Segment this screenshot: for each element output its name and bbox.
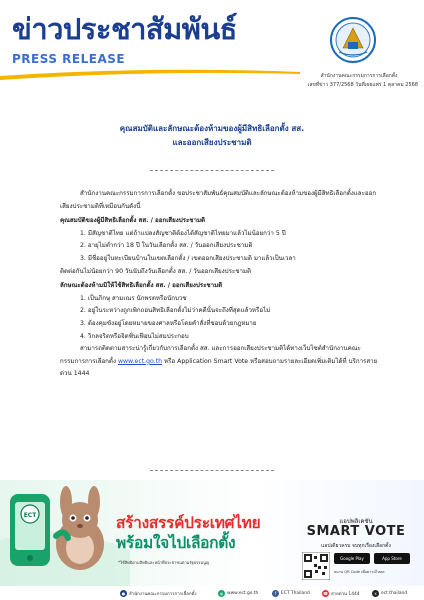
smart-vote-label: แอปพลิเคชัน: [339, 518, 373, 525]
emblem-icon: ●: [121, 590, 126, 596]
qualification-item: 2. อายุไม่ต่ำกว่า 18 ปี ในวันเลือกตั้ง สส. / วันออกเสียงประชามติ: [80, 242, 253, 250]
website-link[interactable]: www.ect.go.th: [117, 357, 163, 365]
qualification-item-continued: ติดต่อกันไม่น้อยกว่า 90 วันนับถึงวันเลือกตั้ง สส. / วันออกเสียงประชามติ: [60, 267, 252, 275]
footer-bar: [0, 586, 424, 600]
ect-emblem-icon: [329, 16, 377, 64]
header-title: ข่าวประชาสัมพันธ์: [12, 12, 237, 46]
document-number: เลขที่ข่าว 377/2568 วันที่เผยแพร่ 1 ตุลาคม 2568: [307, 82, 418, 88]
organization-name: สำนักงานคณะกรรมการการเลือกตั้ง: [320, 73, 398, 79]
press-subject: [40, 122, 384, 150]
prohibition-item: 4. วิกลจริตหรือจิตฟั่นเฟือนไม่สมประกอบ: [80, 332, 189, 340]
globe-icon: ◍: [219, 590, 224, 596]
slogan-line-2: พร้อมใจไปเลือกตั้ง: [116, 534, 236, 552]
banner-footnote: *ใช้สิทธิตามสิทธิและหน้าที่ประชาชนตามรัฐธรรมนูญ: [118, 560, 210, 565]
smart-vote-card: [296, 516, 416, 584]
subject-line-2: และออกเสียงประชามติ: [172, 138, 252, 147]
footer-org: ● สำนักงานคณะกรรมการการเลือกตั้ง: [121, 590, 197, 597]
google-play-badge[interactable]: Google Play: [334, 553, 370, 564]
phone-icon: ☎: [323, 590, 328, 596]
campaign-banner: [0, 480, 424, 586]
subject-line-1: คุณสมบัติและลักษณะต้องห้ามของผู้มีสิทธิเลือกตั้ง สส.: [119, 124, 305, 133]
qualification-item: 3. มีชื่ออยู่ในทะเบียนบ้านในเขตเลือกตั้ง / เขตออกเสียงประชามติ มาแล้วเป็นเวลา: [80, 254, 296, 262]
closing-text-after: หรือ Application Smart Vote หรือสอบถามรายละเอียดเพิ่มเติมได้ที่ บริการสายด่วน 1444: [60, 357, 378, 378]
footer-website[interactable]: ◍ www.ect.go.th: [219, 590, 259, 596]
mascot-illustration-icon: [6, 484, 116, 576]
prohibition-item: 1. เป็นภิกษุ สามเณร นักพรตหรือนักบวช: [80, 294, 187, 302]
smart-vote-title: SMART VOTE: [306, 524, 406, 539]
smart-vote-tagline: แอปเดียวครบ จบทุกเรื่องเลือกตั้ง: [321, 543, 391, 549]
closing-paragraph: [60, 343, 378, 381]
prohibition-item: 3. ต้องคุมขังอยู่โดยหมายของศาลหรือโดยคำสั่งที่ชอบด้วยกฎหมาย: [80, 319, 257, 327]
press-body: [60, 188, 378, 381]
qualification-heading: คุณสมบัติของผู้มีสิทธิเลือกตั้ง สส. / ออกเสียงประชามติ: [60, 217, 206, 225]
slogan-line-1: สร้างสรรค์ประเทศไทย: [116, 514, 261, 532]
mascot-badge-text: ECT: [23, 512, 37, 519]
footer-hotline[interactable]: ☎ สายด่วน 1444: [323, 590, 360, 597]
footer-twitter[interactable]: x ect thailand: [372, 588, 407, 598]
x-icon: x: [372, 590, 379, 597]
smart-vote-note: สแกน QR Code เพื่อดาวน์โหลด: [334, 570, 385, 574]
qualification-item: 1. มีสัญชาติไทย แต่ถ้าแปลงสัญชาติต้องได้สัญชาติไทยมาแล้วไม่น้อยกว่า 5 ปี: [80, 229, 286, 237]
bottom-divider: [150, 470, 274, 471]
intro-paragraph: สำนักงานคณะกรรมการการเลือกตั้ง ขอประชาสัมพันธ์คุณสมบัติและลักษณะต้องห้ามของผู้มีสิทธิเลือกตั้งและออกเสียงประชามติที่เหมือนกันดังนี้: [60, 190, 377, 210]
top-divider: [150, 170, 274, 171]
press-release-header: [0, 0, 424, 100]
closing-text: สามารถติดตามสาระน่ารู้เกี่ยวกับการเลือกตั้ง สส. และการออกเสียงประชามติได้ทางเว็บไซต์สำนักงานคณะกรรมการการเลือกตั้ง: [60, 345, 361, 365]
prohibition-heading: ลักษณะต้องห้ามมิให้ใช้สิทธิเลือกตั้ง สส. / ออกเสียงประชามติ: [60, 282, 223, 290]
qr-code-icon[interactable]: [302, 552, 330, 580]
footer-facebook[interactable]: f ECT Thailand: [272, 588, 310, 598]
prohibition-item: 2. อยู่ในระหว่างถูกเพิกถอนสิทธิเลือกตั้งไม่ว่าคดีนั้นจะถึงที่สุดแล้วหรือไม่: [80, 307, 271, 315]
facebook-icon: f: [272, 590, 279, 597]
header-subtitle: PRESS RELEASE: [12, 52, 126, 66]
app-store-badge[interactable]: App Store: [374, 553, 410, 564]
